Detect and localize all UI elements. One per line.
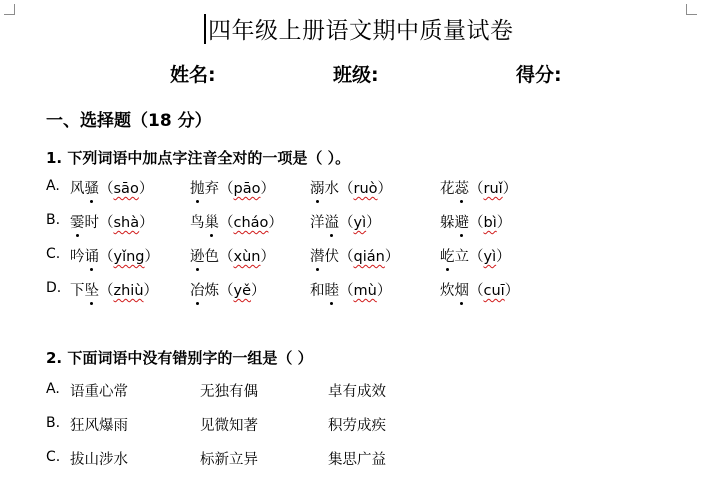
dotted-char: 冶 (190, 279, 205, 300)
word-with-pinyin[interactable] (70, 279, 158, 300)
word-char: 洋 (310, 215, 325, 231)
word-with-pinyin[interactable] (190, 211, 283, 232)
paren-open: （ (219, 249, 234, 265)
word-char: 时 (84, 215, 99, 231)
pinyin-text: pāo (233, 181, 261, 197)
option-letter[interactable]: C. (46, 246, 61, 262)
paren-open: （ (219, 215, 234, 231)
paren-close: ） (268, 215, 283, 231)
word-char: 躲 (440, 215, 455, 231)
paren-close: ） (496, 215, 512, 231)
paren-open: （ (339, 249, 354, 265)
word-with-pinyin[interactable] (70, 245, 159, 266)
pinyin-text: sāo (113, 181, 139, 197)
word-char: 花 (440, 181, 455, 197)
section-heading[interactable]: 一、选择题（18 分） (46, 111, 212, 131)
word-char: 吟 (70, 249, 85, 265)
question-1-stem[interactable]: 1. 下列词语中加点字注音全对的一项是（ ）。 (46, 149, 351, 167)
option-word[interactable]: 狂风爆雨 (70, 418, 128, 434)
paren-open: （ (469, 181, 484, 197)
dotted-char: 蕊 (455, 177, 470, 198)
paren-close: ） (143, 283, 159, 299)
dotted-char: 睦 (325, 279, 340, 300)
dotted-char: 诵 (85, 245, 100, 266)
paren-close: ） (144, 249, 160, 265)
option-word[interactable]: 语重心常 (70, 384, 128, 400)
paren-close: ） (139, 215, 154, 231)
pinyin-text: yǐng (113, 249, 145, 265)
pinyin-text: cháo (233, 215, 269, 231)
dotted-char: 霎 (70, 211, 85, 232)
question-2-stem[interactable]: 2. 下面词语中没有错别字的一组是（ ） (46, 349, 313, 367)
page-corner-mark-top-right (686, 4, 697, 15)
dotted-char: 避 (455, 211, 470, 232)
paren-close: ） (377, 181, 393, 197)
paren-close: ） (251, 283, 266, 299)
word-with-pinyin[interactable] (190, 279, 266, 300)
option-word[interactable]: 见微知著 (200, 418, 258, 434)
pinyin-text: zhiù (113, 283, 144, 299)
dotted-char: 逊 (190, 245, 205, 266)
word-char: 伏 (324, 249, 339, 265)
paren-close: ） (260, 181, 275, 197)
word-char: 鸟 (190, 215, 205, 231)
exam-title[interactable]: 四年级上册语文期中质量试卷 (208, 18, 514, 44)
option-word[interactable]: 卓有成效 (328, 384, 386, 400)
dotted-char: 坠 (85, 279, 100, 300)
word-char: 弃 (204, 181, 219, 197)
pinyin-text: qián (353, 249, 385, 265)
option-word[interactable]: 积劳成疾 (328, 418, 386, 434)
paren-close: ） (384, 249, 400, 265)
word-char: 炼 (204, 283, 219, 299)
word-with-pinyin[interactable] (440, 279, 519, 300)
dotted-char: 抛 (190, 177, 205, 198)
paren-close: ） (376, 283, 392, 299)
word-with-pinyin[interactable] (70, 211, 154, 232)
dotted-char: 骚 (85, 177, 100, 198)
pinyin-text: xùn (233, 249, 261, 265)
paren-close: ） (138, 181, 154, 197)
pinyin-text: yě (233, 283, 252, 299)
option-letter[interactable]: C. (46, 449, 61, 465)
pinyin-text: ruǐ (483, 181, 503, 197)
paren-open: （ (339, 283, 354, 299)
pinyin-text: yì (353, 215, 367, 231)
word-char: 炊 (440, 283, 455, 299)
paren-open: （ (99, 283, 114, 299)
dotted-char: 潜 (310, 245, 325, 266)
word-with-pinyin[interactable] (440, 177, 517, 198)
word-with-pinyin[interactable] (310, 279, 391, 300)
paren-open: （ (99, 249, 114, 265)
pinyin-text: yì (483, 249, 497, 265)
word-with-pinyin[interactable] (310, 211, 381, 232)
word-with-pinyin[interactable] (190, 245, 275, 266)
paren-open: （ (469, 283, 484, 299)
word-char: 下 (70, 283, 85, 299)
pinyin-text: shà (113, 215, 140, 231)
word-with-pinyin[interactable] (310, 245, 399, 266)
word-with-pinyin[interactable] (190, 177, 275, 198)
paren-open: （ (339, 215, 354, 231)
page-corner-mark-top-left (4, 4, 15, 15)
pinyin-text: ruò (353, 181, 378, 197)
option-letter[interactable]: A. (46, 178, 60, 194)
paren-open: （ (469, 249, 484, 265)
paren-close: ） (504, 283, 520, 299)
paren-close: ） (366, 215, 381, 231)
paren-close: ） (502, 181, 518, 197)
text-cursor (204, 14, 206, 44)
paren-open: （ (219, 283, 234, 299)
option-word[interactable]: 无独有偶 (200, 384, 258, 400)
dotted-char: 屹 (440, 245, 455, 266)
option-word[interactable]: 标新立异 (200, 452, 258, 468)
paren-open: （ (219, 181, 234, 197)
paren-open: （ (469, 215, 484, 231)
word-char: 水 (324, 181, 339, 197)
word-with-pinyin[interactable] (70, 177, 153, 198)
dotted-char: 烟 (455, 279, 470, 300)
pinyin-text: mù (353, 283, 377, 299)
paren-open: （ (99, 215, 114, 231)
dotted-char: 溢 (325, 211, 340, 232)
dotted-char: 溺 (310, 177, 325, 198)
word-char: 和 (310, 283, 325, 299)
word-char: 色 (204, 249, 219, 265)
paren-close: ） (260, 249, 275, 265)
paren-close: ） (496, 249, 511, 265)
option-word[interactable]: 集思广益 (328, 452, 386, 468)
name-label[interactable]: 姓名: (170, 64, 216, 86)
word-char: 风 (70, 181, 85, 197)
word-with-pinyin[interactable] (440, 211, 511, 232)
score-label[interactable]: 得分: (516, 64, 562, 86)
dotted-char: 巢 (205, 211, 220, 232)
paren-open: （ (99, 181, 114, 197)
option-letter[interactable]: A. (46, 381, 60, 397)
word-char: 立 (454, 249, 469, 265)
option-word[interactable]: 拔山涉水 (70, 452, 128, 468)
class-label[interactable]: 班级: (333, 64, 379, 86)
pinyin-text: cuī (483, 283, 505, 299)
paren-open: （ (339, 181, 354, 197)
word-with-pinyin[interactable] (440, 245, 511, 266)
pinyin-text: bì (483, 215, 497, 231)
word-with-pinyin[interactable] (310, 177, 392, 198)
option-letter[interactable]: B. (46, 212, 61, 228)
option-letter[interactable]: D. (46, 280, 62, 296)
option-letter[interactable]: B. (46, 415, 61, 431)
